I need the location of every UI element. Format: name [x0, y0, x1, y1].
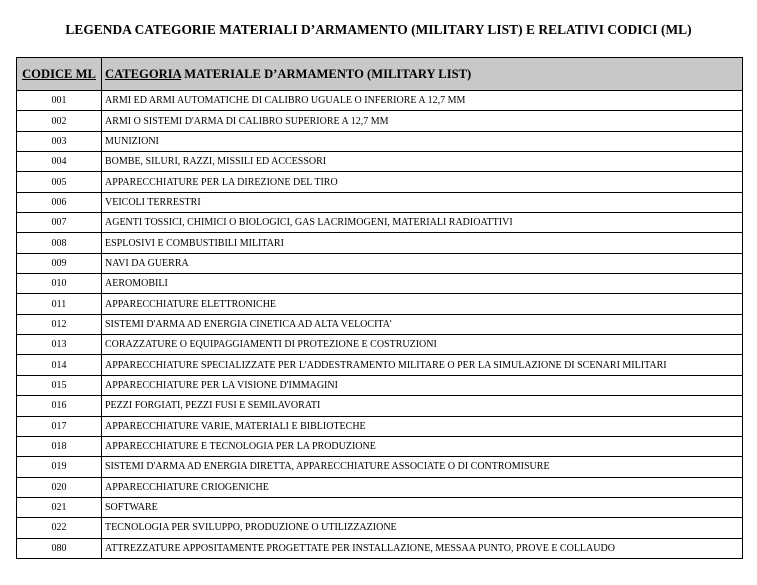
row-code: 008 [17, 233, 102, 253]
table-row [17, 375, 743, 395]
row-category: APPARECCHIATURE CRIOGENICHE [102, 477, 743, 497]
table-row [17, 436, 743, 456]
row-category: MUNIZIONI [102, 131, 743, 151]
table-row [17, 192, 743, 212]
table-row [17, 91, 743, 111]
row-code: 015 [17, 375, 102, 395]
row-category: APPARECCHIATURE PER LA DIREZIONE DEL TIRO [102, 172, 743, 192]
row-code: 002 [17, 111, 102, 131]
table-row [17, 518, 743, 538]
table-header [17, 58, 743, 91]
row-code: 017 [17, 416, 102, 436]
row-code: 004 [17, 152, 102, 172]
table-row [17, 253, 743, 273]
table-row [17, 457, 743, 477]
row-code: 006 [17, 192, 102, 212]
table-row [17, 355, 743, 375]
row-code: 003 [17, 131, 102, 151]
row-code: 019 [17, 457, 102, 477]
column-header-category-rest: MATERIALE D’ARMAMENTO (MILITARY LIST) [181, 66, 472, 81]
table-row [17, 396, 743, 416]
row-category: ESPLOSIVI E COMBUSTIBILI MILITARI [102, 233, 743, 253]
table-row [17, 233, 743, 253]
row-code: 007 [17, 213, 102, 233]
table-row [17, 274, 743, 294]
military-list-table [16, 57, 743, 559]
row-category: CORAZZATURE O EQUIPAGGIAMENTI DI PROTEZIONE E COSTRUZIONI [102, 335, 743, 355]
table-body [17, 91, 743, 559]
row-code: 012 [17, 314, 102, 334]
row-code: 022 [17, 518, 102, 538]
column-header-category-underlined: CATEGORIA [105, 66, 182, 81]
row-category: PEZZI FORGIATI, PEZZI FUSI E SEMILAVORATI [102, 396, 743, 416]
table-row [17, 172, 743, 192]
column-header-category [102, 58, 743, 91]
row-code: 009 [17, 253, 102, 273]
row-code: 010 [17, 274, 102, 294]
table-row [17, 314, 743, 334]
row-category: ARMI O SISTEMI D'ARMA DI CALIBRO SUPERIORE A 12,7 MM [102, 111, 743, 131]
document-title: LEGENDA CATEGORIE MATERIALI D’ARMAMENTO (MILITARY LIST) E RELATIVI CODICI (ML) [65, 22, 692, 37]
row-code: 011 [17, 294, 102, 314]
row-category: SOFTWARE [102, 497, 743, 517]
table-row [17, 131, 743, 151]
row-category: APPARECCHIATURE SPECIALIZZATE PER L'ADDESTRAMENTO MILITARE O PER LA SIMULAZIONE DI SCENARI MILITARI [102, 355, 743, 375]
table-row [17, 497, 743, 517]
row-category: SISTEMI D'ARMA AD ENERGIA CINETICA AD ALTA VELOCITA' [102, 314, 743, 334]
row-code: 020 [17, 477, 102, 497]
row-category: APPARECCHIATURE E TECNOLOGIA PER LA PRODUZIONE [102, 436, 743, 456]
row-code: 005 [17, 172, 102, 192]
row-code: 018 [17, 436, 102, 456]
table-row [17, 111, 743, 131]
row-code: 080 [17, 538, 102, 558]
row-category: ARMI ED ARMI AUTOMATICHE DI CALIBRO UGUALE O INFERIORE A 12,7 MM [102, 91, 743, 111]
row-code: 001 [17, 91, 102, 111]
table-row [17, 477, 743, 497]
row-code: 016 [17, 396, 102, 416]
row-category: APPARECCHIATURE ELETTRONICHE [102, 294, 743, 314]
column-header-code: CODICE ML [17, 58, 102, 91]
row-code: 021 [17, 497, 102, 517]
row-category: NAVI DA GUERRA [102, 253, 743, 273]
table-row [17, 213, 743, 233]
row-category: ATTREZZATURE APPOSITAMENTE PROGETTATE PER INSTALLAZIONE, MESSAA PUNTO, PROVE E COLLAUDO [102, 538, 743, 558]
row-category: VEICOLI TERRESTRI [102, 192, 743, 212]
table-header-row [17, 58, 743, 91]
row-category: AGENTI TOSSICI, CHIMICI O BIOLOGICI, GAS LACRIMOGENI, MATERIALI RADIOATTIVI [102, 213, 743, 233]
row-category: APPARECCHIATURE PER LA VISIONE D'IMMAGINI [102, 375, 743, 395]
table-row [17, 152, 743, 172]
table-row [17, 335, 743, 355]
row-code: 013 [17, 335, 102, 355]
row-category: TECNOLOGIA PER SVILUPPO, PRODUZIONE O UTILIZZAZIONE [102, 518, 743, 538]
row-category: SISTEMI D'ARMA AD ENERGIA DIRETTA, APPARECCHIATURE ASSOCIATE O DI CONTROMISURE [102, 457, 743, 477]
table-row [17, 538, 743, 558]
row-category: AEROMOBILI [102, 274, 743, 294]
row-category: BOMBE, SILURI, RAZZI, MISSILI ED ACCESSORI [102, 152, 743, 172]
table-row [17, 416, 743, 436]
row-category: APPARECCHIATURE VARIE, MATERIALI E BIBLIOTECHE [102, 416, 743, 436]
row-code: 014 [17, 355, 102, 375]
table-row [17, 294, 743, 314]
